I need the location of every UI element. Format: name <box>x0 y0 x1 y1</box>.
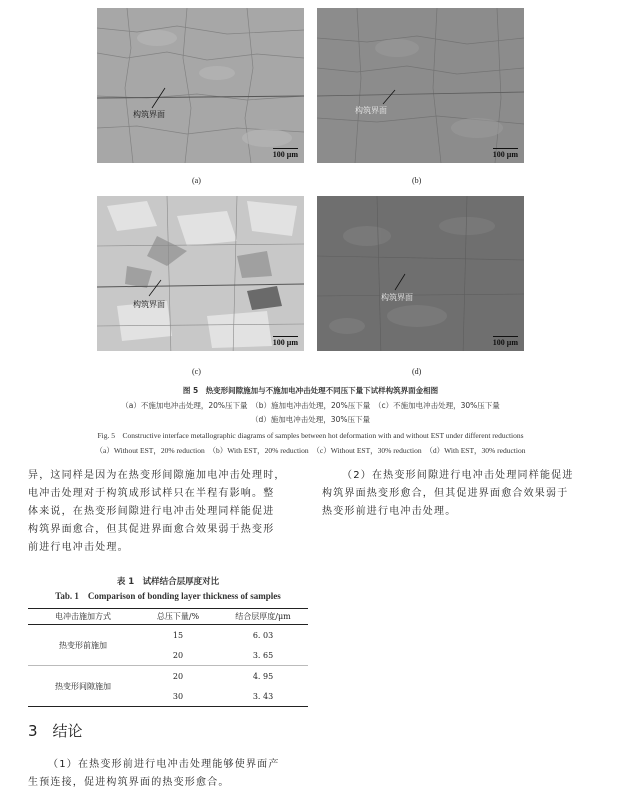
scale-bar-c <box>273 336 298 347</box>
micrograph-b-texture <box>317 8 524 163</box>
scale-line-a <box>273 148 298 149</box>
table-title-en: Tab. 1 Comparison of bonding layer thickness of samples <box>55 591 281 601</box>
micrograph-d-texture <box>317 196 524 351</box>
figure-caption-en: Fig. 5 Constructive interface metallographic diagrams of samples between hot deformation with and without EST under different reductions <box>97 431 524 440</box>
left-paragraph <box>28 467 318 557</box>
table-cell-reduction: 30 <box>172 691 184 701</box>
table-cell-thickness: 6. 03 <box>252 630 274 640</box>
table-cell-method: 热变形间隙施加 <box>55 681 111 691</box>
figure-subcaption-en: （a）Without EST，20% reduction （b）With EST，20% reduction （c）Without EST，30% reduction （d）With EST，30% reduction <box>95 446 526 455</box>
table-cell-method: 热变形前施加 <box>59 640 107 650</box>
scale-text-d: 100 μm <box>492 338 518 347</box>
table-title-cn: 表 1 试样结合层厚度对比 <box>116 577 220 587</box>
micrograph-a <box>97 8 304 163</box>
left-line-4: 构筑界面愈合，但其促进界面愈合效果弱于热变形 <box>28 524 275 535</box>
table-cell-reduction: 20 <box>172 650 184 660</box>
table-cell-thickness: 4. 95 <box>252 671 274 681</box>
right-line-3: 热变形前进行电冲击处理。 <box>322 506 457 517</box>
table-cell-thickness: 3. 65 <box>252 650 274 660</box>
figure-subcaption-cn-1: （a）不施加电冲击处理，20%压下量 （b）施加电冲击处理，20%压下量 （c）不施加电冲击处理，30%压下量 <box>121 401 500 410</box>
table-header-method: 电冲击施加方式 <box>55 612 111 621</box>
scale-line-d <box>493 336 518 337</box>
right-line-1: （2）在热变形间隙进行电冲击处理同样能促进 <box>342 470 574 481</box>
section-paragraph <box>28 756 318 792</box>
interface-label-d: 构筑界面 <box>381 293 413 302</box>
micrograph-c <box>97 196 304 351</box>
table-row <box>28 625 308 646</box>
scale-line-b <box>493 148 518 149</box>
panel-label-c: (c) <box>192 367 201 376</box>
figure-caption-cn: 图 5 热变形间隙施加与不施加电冲击处理不同压下量下试样构筑界面金相图 <box>182 386 439 395</box>
left-line-1: 异，这同样是因为在热变形间隙施加电冲击处理时， <box>28 470 286 481</box>
interface-label-a: 构筑界面 <box>133 110 165 119</box>
scale-bar-d <box>493 336 518 347</box>
section-line-2: 生预连接，促进构筑界面的热变形愈合。 <box>28 777 230 788</box>
table-cell-reduction: 15 <box>172 630 184 640</box>
scale-bar-b <box>493 148 518 159</box>
left-line-2: 电冲击处理对于构筑成形试样只在半程有影响。整 <box>28 488 275 499</box>
panel-label-b: (b) <box>412 176 422 185</box>
panel-label-a: (a) <box>192 176 201 185</box>
section-line-1: （1）在热变形前进行电冲击处理能够使界面产 <box>48 759 280 770</box>
micrograph-a-texture <box>97 8 304 163</box>
micrograph-d <box>317 196 524 351</box>
figure-subcaption-cn-2: （d）施加电冲击处理，30%压下量 <box>251 415 370 424</box>
right-line-2: 构筑界面热变形愈合，但其促进界面愈合效果弱于 <box>322 488 569 499</box>
table-cell-thickness: 3. 43 <box>252 691 274 701</box>
interface-label-c: 构筑界面 <box>133 300 165 309</box>
section-heading: 3 结论 <box>28 722 83 740</box>
scale-text-a: 100 μm <box>272 150 298 159</box>
scale-bar-a <box>273 148 298 159</box>
micrograph-c-texture <box>97 196 304 351</box>
scale-text-c: 100 μm <box>272 338 298 347</box>
panel-label-d: (d) <box>412 367 422 376</box>
bonding-thickness-table <box>28 608 308 707</box>
table-row <box>28 666 308 687</box>
scale-text-b: 100 μm <box>492 150 518 159</box>
micrograph-b <box>317 8 524 163</box>
left-line-5: 前进行电冲击处理。 <box>28 542 129 553</box>
right-paragraph <box>322 467 612 521</box>
scale-line-c <box>273 336 298 337</box>
table-cell-reduction: 20 <box>172 671 184 681</box>
interface-label-b: 构筑界面 <box>355 106 387 115</box>
table-header-reduction: 总压下量/% <box>156 612 200 621</box>
left-line-3: 体来说，在热变形间隙进行电冲击处理同样能促进 <box>28 506 275 517</box>
table-header-thickness: 结合层厚度/μm <box>235 612 291 621</box>
